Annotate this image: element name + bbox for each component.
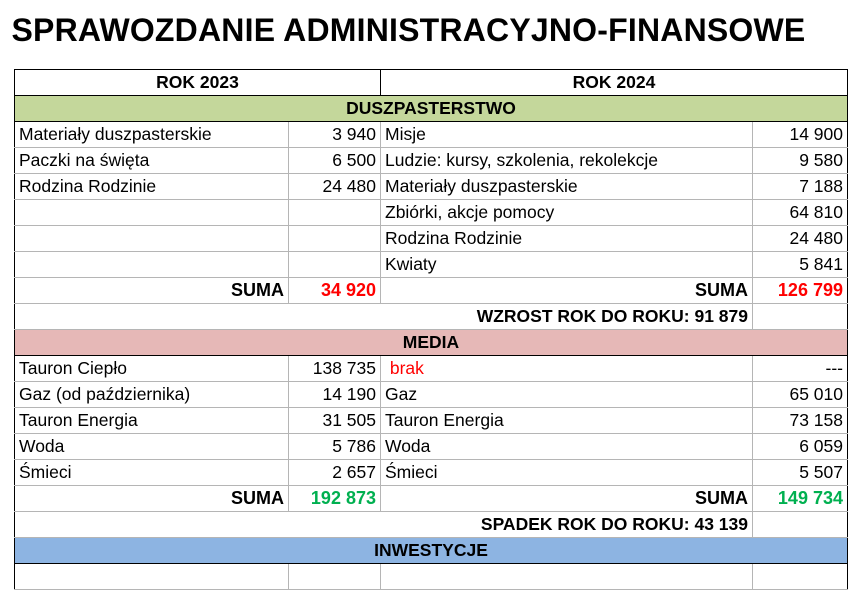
value-2023: 5 786 bbox=[289, 434, 381, 460]
item-2023 bbox=[15, 200, 289, 226]
section-title-inwestycje: INWESTYCJE bbox=[15, 538, 848, 564]
value-2023: 3 940 bbox=[289, 122, 381, 148]
value-2024: 64 810 bbox=[753, 200, 848, 226]
value-2024: --- bbox=[753, 356, 848, 382]
sum-label-2024: SUMA bbox=[381, 486, 753, 512]
sum-value-2023: 34 920 bbox=[289, 278, 381, 304]
item-2024: Śmieci bbox=[381, 460, 753, 486]
sum-value-2024: 149 734 bbox=[753, 486, 848, 512]
delta-row-media bbox=[15, 512, 848, 538]
item-2023: Tauron Energia bbox=[15, 408, 289, 434]
value-2024: 14 900 bbox=[753, 122, 848, 148]
item-2024: Kwiaty bbox=[381, 252, 753, 278]
sum-row-media bbox=[15, 486, 848, 512]
empty-cell bbox=[753, 512, 848, 538]
item-2024: Ludzie: kursy, szkolenia, rekolekcje bbox=[381, 148, 753, 174]
item-2023: Gaz (od października) bbox=[15, 382, 289, 408]
section-inwestycje bbox=[15, 538, 848, 564]
table-row bbox=[15, 252, 848, 278]
value-2023 bbox=[289, 252, 381, 278]
table-row bbox=[15, 200, 848, 226]
item-2024: Woda bbox=[381, 434, 753, 460]
sum-label-2024: SUMA bbox=[381, 278, 753, 304]
sum-label-2023: SUMA bbox=[15, 278, 289, 304]
table-row bbox=[15, 408, 848, 434]
item-2023: Woda bbox=[15, 434, 289, 460]
item-2023 bbox=[15, 564, 289, 590]
table-row bbox=[15, 460, 848, 486]
year-2024-header: ROK 2024 bbox=[381, 70, 848, 96]
section-title-duszpasterstwo: DUSZPASTERSTWO bbox=[15, 96, 848, 122]
value-2024: 73 158 bbox=[753, 408, 848, 434]
sum-label-2023: SUMA bbox=[15, 486, 289, 512]
empty-cell bbox=[753, 304, 848, 330]
value-2024: 5 841 bbox=[753, 252, 848, 278]
section-media bbox=[15, 330, 848, 356]
value-2023: 6 500 bbox=[289, 148, 381, 174]
table-row bbox=[15, 382, 848, 408]
section-duszpasterstwo bbox=[15, 96, 848, 122]
table-row bbox=[15, 148, 848, 174]
table-row bbox=[15, 434, 848, 460]
value-2024: 65 010 bbox=[753, 382, 848, 408]
value-2024: 9 580 bbox=[753, 148, 848, 174]
item-2023: Śmieci bbox=[15, 460, 289, 486]
sum-value-2023: 192 873 bbox=[289, 486, 381, 512]
year-over-year-change: WZROST ROK DO ROKU: 91 879 bbox=[15, 304, 753, 330]
item-2023: Paczki na święta bbox=[15, 148, 289, 174]
item-2024: Tauron Energia bbox=[381, 408, 753, 434]
item-2024 bbox=[381, 564, 753, 590]
item-2023 bbox=[15, 226, 289, 252]
report-title: SPRAWOZDANIE ADMINISTRACYJNO-FINANSOWE bbox=[11, 12, 806, 48]
item-2024: brak bbox=[381, 356, 753, 382]
sum-row-duszpasterstwo bbox=[15, 278, 848, 304]
value-2024: 24 480 bbox=[753, 226, 848, 252]
year-over-year-change: SPADEK ROK DO ROKU: 43 139 bbox=[15, 512, 753, 538]
value-2023 bbox=[289, 564, 381, 590]
table-row bbox=[15, 564, 848, 590]
value-2024: 6 059 bbox=[753, 434, 848, 460]
value-2024 bbox=[753, 564, 848, 590]
section-title-media: MEDIA bbox=[15, 330, 848, 356]
value-2023: 31 505 bbox=[289, 408, 381, 434]
value-2023: 2 657 bbox=[289, 460, 381, 486]
value-2024: 7 188 bbox=[753, 174, 848, 200]
item-2024: Materiały duszpasterskie bbox=[381, 174, 753, 200]
table-row bbox=[15, 122, 848, 148]
delta-row-duszpasterstwo bbox=[15, 304, 848, 330]
item-2024: Zbiórki, akcje pomocy bbox=[381, 200, 753, 226]
item-2023: Tauron Ciepło bbox=[15, 356, 289, 382]
year-2023-header: ROK 2023 bbox=[15, 70, 381, 96]
financial-report-table bbox=[14, 69, 848, 590]
value-2023: 24 480 bbox=[289, 174, 381, 200]
sum-value-2024: 126 799 bbox=[753, 278, 848, 304]
table-row bbox=[15, 226, 848, 252]
item-2023: Rodzina Rodzinie bbox=[15, 174, 289, 200]
item-2024: Gaz bbox=[381, 382, 753, 408]
item-2024: Misje bbox=[381, 122, 753, 148]
table-row bbox=[15, 356, 848, 382]
year-header-row bbox=[15, 70, 848, 96]
item-2024: Rodzina Rodzinie bbox=[381, 226, 753, 252]
item-2023 bbox=[15, 252, 289, 278]
value-2024: 5 507 bbox=[753, 460, 848, 486]
value-2023 bbox=[289, 200, 381, 226]
item-2023: Materiały duszpasterskie bbox=[15, 122, 289, 148]
table-row bbox=[15, 174, 848, 200]
value-2023: 14 190 bbox=[289, 382, 381, 408]
value-2023 bbox=[289, 226, 381, 252]
value-2023: 138 735 bbox=[289, 356, 381, 382]
